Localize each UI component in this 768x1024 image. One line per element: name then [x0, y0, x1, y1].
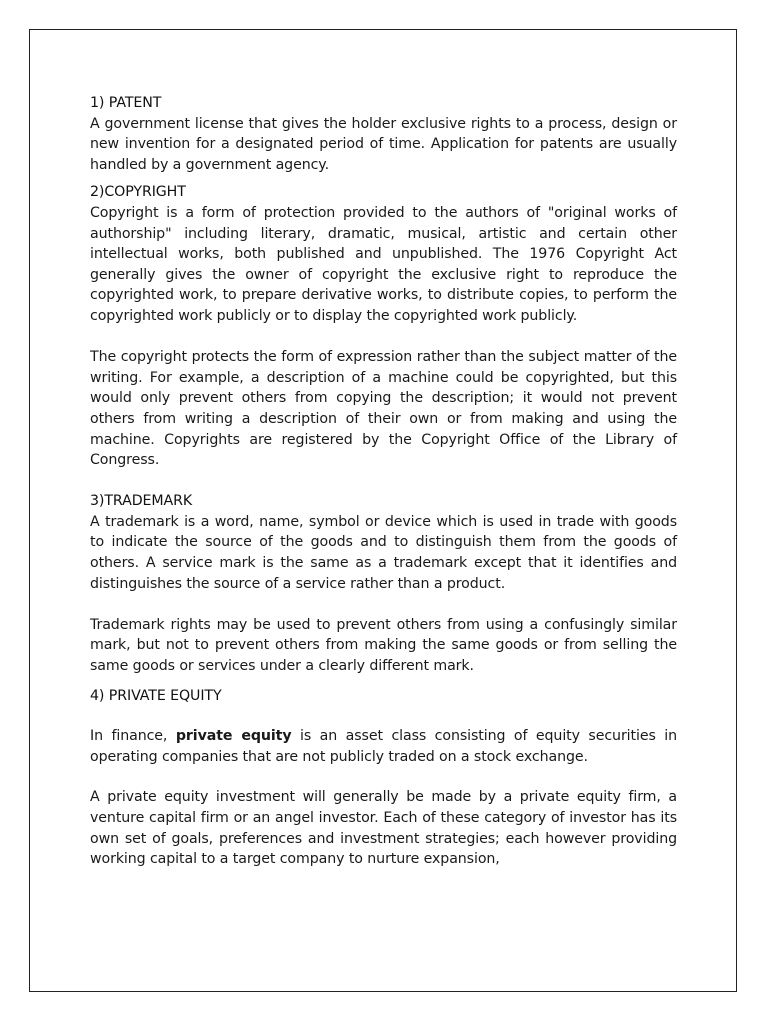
- section-patent: [90, 93, 677, 175]
- trademark-paragraph-1: A trademark is a word, name, symbol or device which is used in trade with goods to indicate the source of the goods and to distinguish them from the goods of others. A service mark is the same as a trademark except that it identifies and distinguishes the source of a service rather than a product.: [90, 513, 677, 592]
- document-body: [90, 93, 677, 870]
- copyright-paragraph-2: The copyright protects the form of expression rather than the subject matter of the writing. For example, a description of a machine could be copyrighted, but this would only prevent others from copying the description; it would not prevent others from writing a description of their own or from making and using the machine. Copyrights are registered by the Copyright Office of the Library of Congress.: [90, 349, 677, 469]
- private-equity-paragraph-1: [90, 726, 677, 767]
- section-private-equity: [90, 686, 677, 870]
- section-copyright: [90, 182, 677, 470]
- trademark-heading: 3)TRADEMARK: [90, 493, 193, 510]
- private-equity-heading: 4) PRIVATE EQUITY: [90, 687, 222, 704]
- pe-text-after: is an asset class consisting of equity securities in operating companies that are not publicly traded on a stock exchange.: [90, 728, 677, 765]
- private-equity-paragraph-2: A private equity investment will generally be made by a private equity firm, a venture capital firm or an angel investor. Each of these category of investor has its own set of goals, preferences and investment strategies; each however providing working capital to a target company to nurture expansion,: [90, 789, 677, 868]
- trademark-paragraph-2: Trademark rights may be used to prevent others from using a confusingly similar mark, but not to prevent others from making the same goods or from selling the same goods or services under a clearly different mark.: [90, 616, 677, 675]
- copyright-paragraph-1: Copyright is a form of protection provided to the authors of "original works of authorship" including literary, dramatic, musical, artistic and certain other intellectual works, both published and unpublished. The 1976 Copyright Act generally gives the owner of copyright the exclusive right to reproduce the copyrighted work, to prepare derivative works, to distribute copies, to perform the copyrighted work publicly or to display the copyrighted work publicly.: [90, 204, 677, 324]
- patent-heading: 1) PATENT: [90, 95, 162, 111]
- patent-paragraph: A government license that gives the holder exclusive rights to a process, design or new invention for a designated period of time. Application for patents are usually handled by a government agency.: [90, 115, 677, 173]
- section-trademark: [90, 491, 677, 676]
- pe-text-before: In finance,: [90, 728, 176, 745]
- pe-bold-term: private equity: [175, 728, 292, 745]
- copyright-heading: 2)COPYRIGHT: [90, 184, 186, 201]
